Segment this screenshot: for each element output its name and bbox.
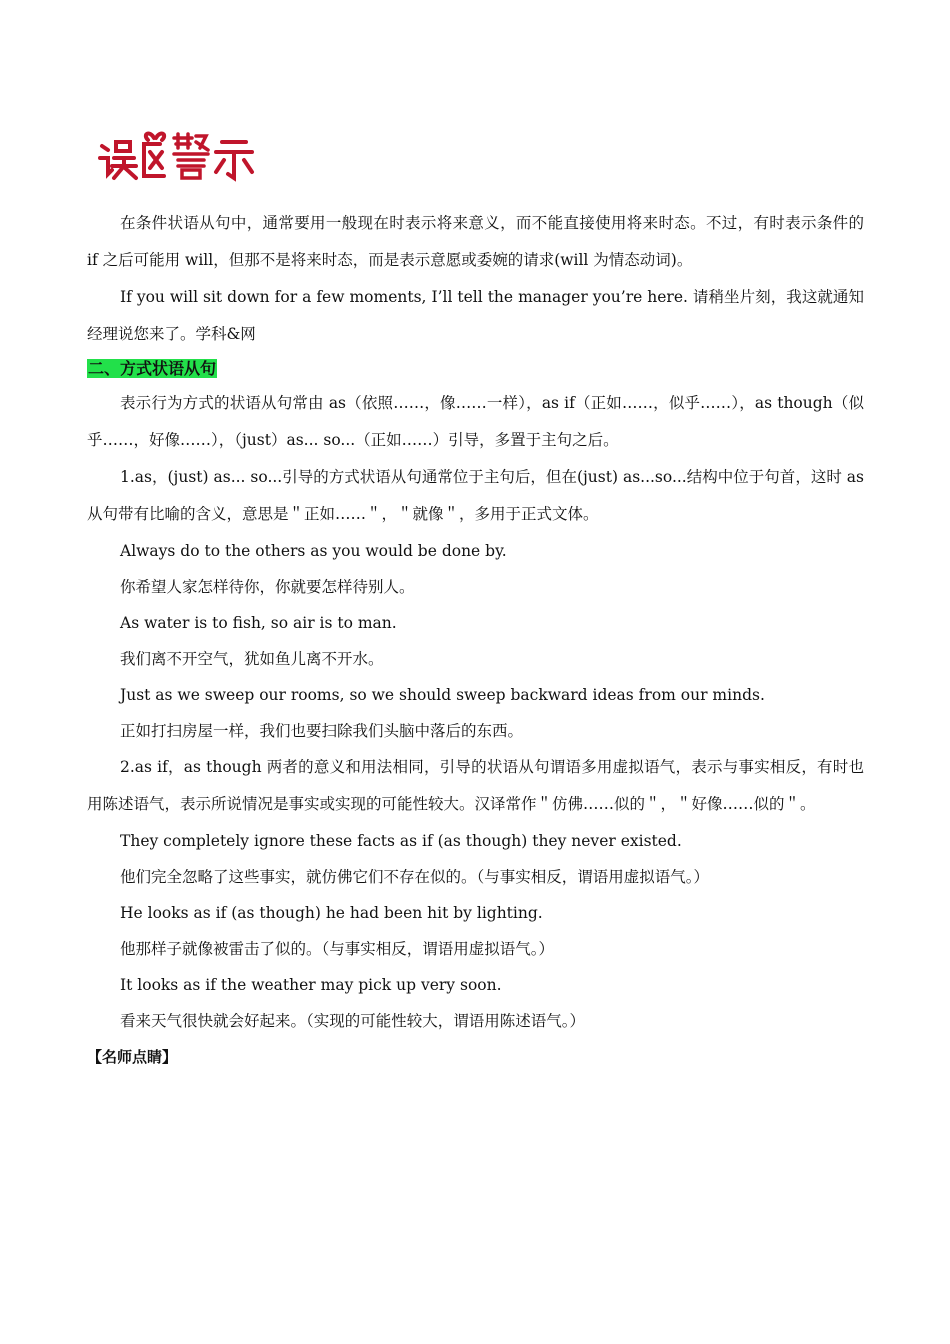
section-heading: 二、方式状语从句 xyxy=(88,359,217,378)
section-heading-wrap xyxy=(87,353,864,385)
logo-graphic xyxy=(96,128,256,184)
logo-image xyxy=(96,128,256,184)
teacher-tip-heading: 【名师点睛】 xyxy=(87,1048,178,1066)
example-3-english: Just as we sweep our rooms, so we should sweep backward ideas from our minds. xyxy=(120,686,765,704)
description-paragraph: 表示行为方式的状语从句常由 as（依照……，像……一样），as if（正如……，似乎……），as though（似乎……，好像……），（just）as... so...（正如……）引导，多置于主句之后。 xyxy=(87,394,864,449)
point-1-paragraph: 1.as，(just) as... so...引导的方式状语从句通常位于主句后，但在(just) as...so...结构中位于句首，这时 as 从句带有比喻的含义，意思是＂正如……＂，＂就像＂，多用于正式文体。 xyxy=(87,468,864,523)
example-1-chinese: 你希望人家怎样待你，你就要怎样待别人。 xyxy=(120,578,415,596)
example-6-chinese: 看来天气很快就会好起来。（实现的可能性较大，谓语用陈述语气。） xyxy=(120,1012,586,1030)
example-2-english: As water is to fish, so air is to man. xyxy=(120,614,397,632)
example-6-english: It looks as if the weather may pick up very soon. xyxy=(120,976,502,994)
example-5-english: He looks as if (as though) he had been hit by lighting. xyxy=(120,904,543,922)
example-4-chinese: 他们完全忽略了这些事实，就仿佛它们不存在似的。（与事实相反，谓语用虚拟语气。） xyxy=(120,868,710,886)
point-2-paragraph: 2.as if，as though 两者的意义和用法相同，引导的状语从句谓语多用虚拟语气，表示与事实相反，有时也用陈述语气，表示所说情况是事实或实现的可能性较大。汉译常作＂仿佛……似的＂，＂好像……似的＂。 xyxy=(87,758,864,813)
intro-paragraph-1: 在条件状语从句中，通常要用一般现在时表示将来意义，而不能直接使用将来时态。不过，有时表示条件的 if 之后可能用 will，但那不是将来时态，而是表示意愿或委婉的请求(will 为情态动词)。 xyxy=(87,214,864,269)
example-2-chinese: 我们离不开空气，犹如鱼儿离不开水。 xyxy=(120,650,384,668)
intro-paragraph-2: If you will sit down for a few moments, I’ll tell the manager you’re here. 请稍坐片刻，我这就通知经理说您来了。学科&网 xyxy=(87,288,864,343)
example-5-chinese: 他那样子就像被雷击了似的。（与事实相反，谓语用虚拟语气。） xyxy=(120,940,555,958)
example-4-english: They completely ignore these facts as if (as though) they never existed. xyxy=(120,832,682,850)
example-3-chinese: 正如打扫房屋一样，我们也要扫除我们头脑中落后的东西。 xyxy=(120,722,524,740)
example-1-english: Always do to the others as you would be done by. xyxy=(120,542,507,560)
document-content xyxy=(87,205,864,1075)
